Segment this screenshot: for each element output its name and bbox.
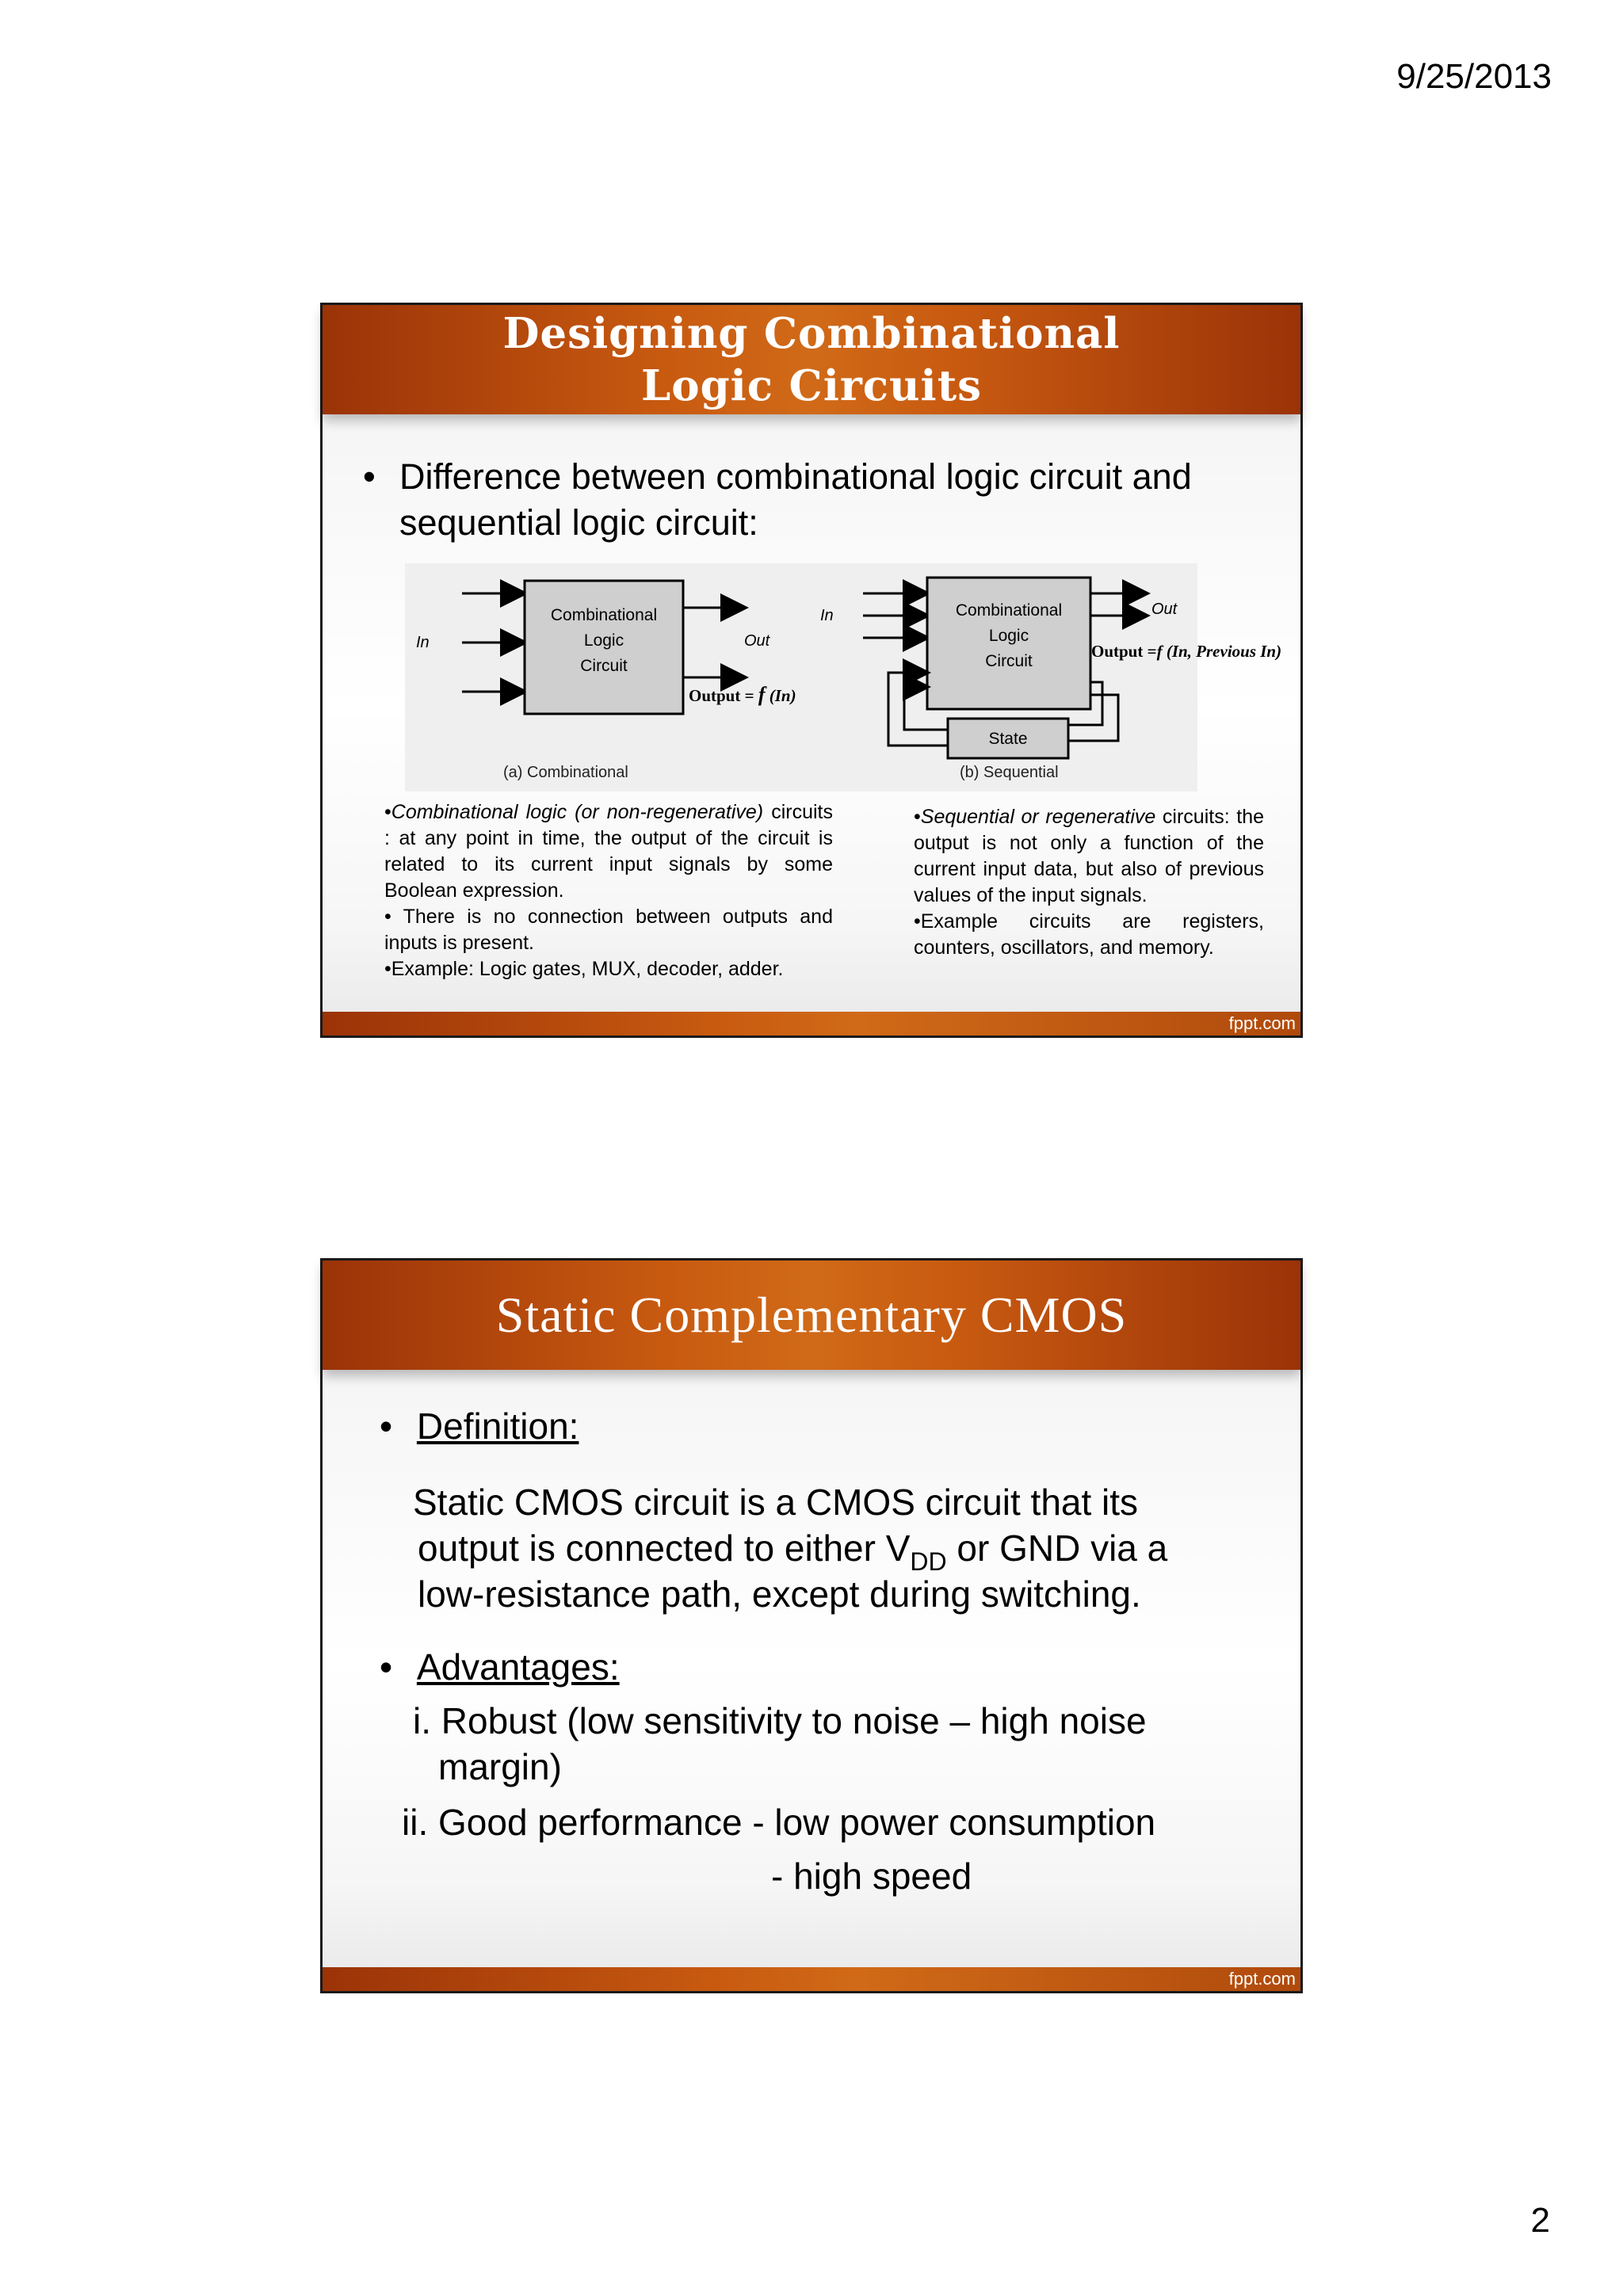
page-date: 9/25/2013 — [1396, 57, 1552, 96]
definition-heading: Definition: — [416, 1405, 579, 1447]
bullet-dot: • — [380, 1405, 393, 1447]
logic-diagram-svg — [405, 563, 1282, 791]
footer-brand: fppt.com — [1228, 1969, 1296, 1989]
footer-brand: fppt.com — [1228, 1013, 1296, 1033]
out-label: Out — [744, 632, 770, 650]
advantages-heading-line — [380, 1644, 620, 1690]
bullet-dot: • — [380, 1646, 393, 1688]
box-text: Combinational — [550, 606, 658, 624]
slide-header — [323, 305, 1300, 414]
slide-1 — [320, 303, 1303, 1038]
logic-diagram — [405, 563, 1282, 791]
box-text: Circuit — [580, 657, 628, 675]
slide-title: Static Complementary CMOS — [495, 1287, 1128, 1343]
slide-header — [323, 1261, 1300, 1370]
slide-2 — [320, 1258, 1303, 1993]
sequential-diagram — [820, 578, 1281, 781]
box-text: Logic — [583, 631, 624, 650]
advantages-heading: Advantages: — [416, 1646, 620, 1688]
slide-footer — [323, 1012, 1300, 1035]
slide-footer — [323, 1967, 1300, 1991]
caption-sequential: (b) Sequential — [960, 764, 1059, 781]
out-label: Out — [1151, 601, 1178, 618]
advantage-1: i. Robust (low sensitivity to noise – high noise — [413, 1700, 1147, 1741]
bullet-dot: • — [363, 456, 376, 497]
combinational-description: •Combinational logic (or non-regenerative) circuits : at any point in time, the output of the circuit is related to its current input signals by some Boolean expression. • There is no connection between outputs and inputs is present. •Example: Logic gates, MUX, decoder, adder. — [384, 801, 833, 980]
combinational-diagram — [416, 581, 796, 781]
box-text: Combinational — [955, 601, 1063, 620]
state-label: State — [988, 730, 1028, 748]
slide-title: Designing Combinational Logic Circuits — [502, 309, 1121, 410]
box-text: Logic — [988, 627, 1029, 645]
bullet-text: Difference between combinational logic circuit and sequential logic circuit: — [399, 456, 1192, 543]
sequential-description: •Sequential or regenerative circuits: the output is not only a function of the current input data, but also of previous values of the input signals. •Example circuits are registers, counters, oscillators, and memory. — [914, 806, 1265, 959]
definition-heading-line — [380, 1403, 579, 1449]
in-label: In — [820, 607, 834, 624]
output-equation: Output = f (In) — [689, 683, 796, 706]
page-number: 2 — [1530, 2201, 1550, 2240]
advantage-1-cont: margin) — [438, 1746, 562, 1787]
advantage-2: ii. Good performance - low power consumption — [402, 1802, 1156, 1843]
main-bullet — [363, 454, 1232, 546]
caption-combinational: (a) Combinational — [503, 764, 628, 781]
output-equation: Output =f (In, Previous In) — [1091, 642, 1282, 661]
advantage-2-cont: - high speed — [771, 1855, 972, 1897]
definition-line-2: output is connected to either $V_{DD}$ or GND via a — [418, 1527, 1168, 1576]
definition-line-3: low-resistance path, except during switching. — [418, 1573, 1141, 1615]
in-label: In — [416, 634, 430, 651]
box-text: Circuit — [985, 652, 1033, 670]
definition-line-1: Static CMOS circuit is a CMOS circuit that its — [413, 1482, 1139, 1523]
